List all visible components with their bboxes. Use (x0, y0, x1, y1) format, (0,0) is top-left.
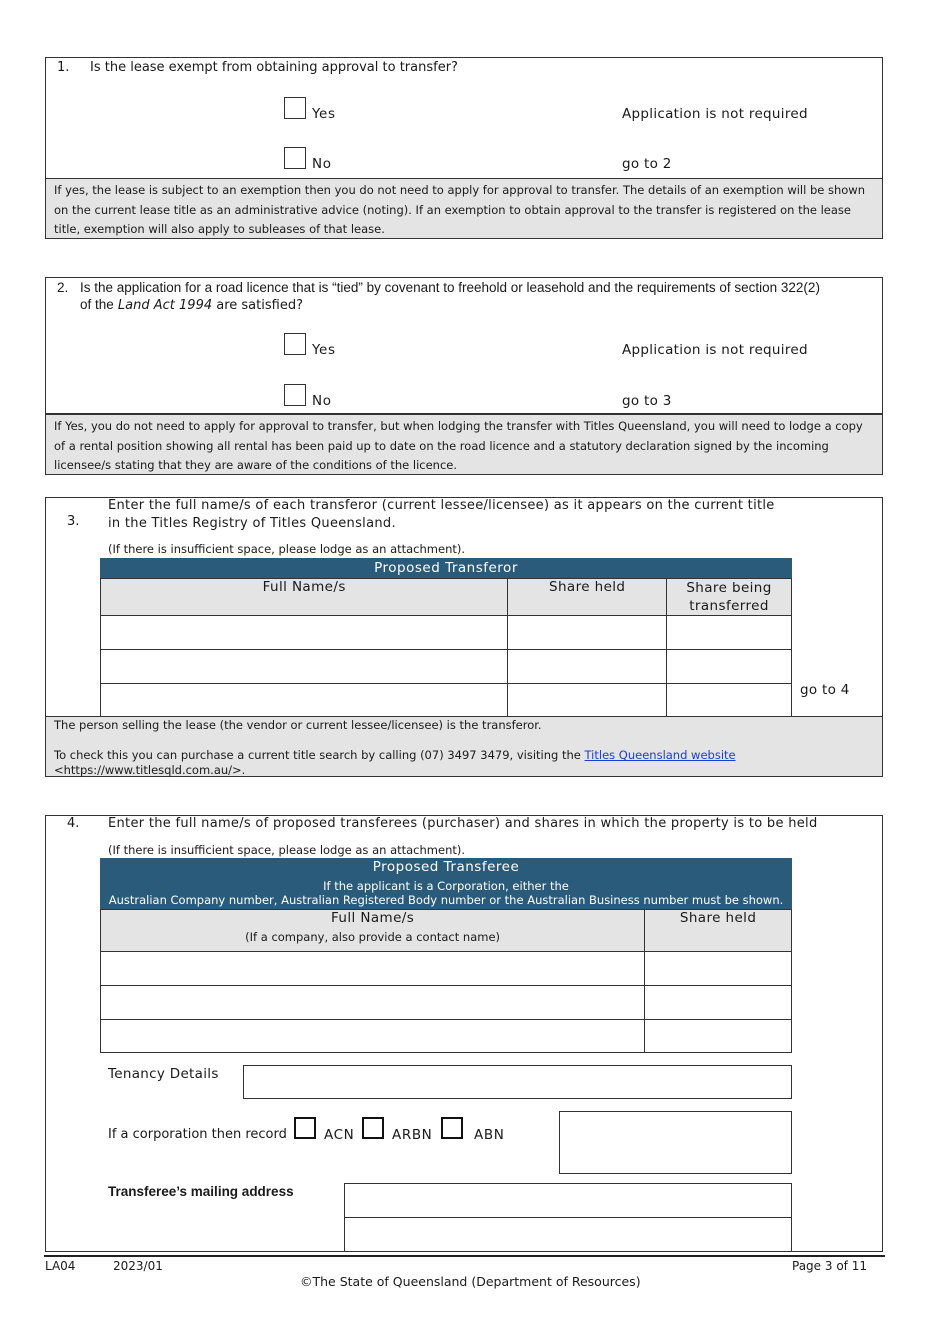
q4-col-name-hint: (If a company, also provide a contact name) (245, 930, 501, 944)
q3-note-prefix: To check this you can purchase a current title search by calling (07) 3497 3479, visiting the (54, 748, 581, 762)
table-row (101, 650, 792, 684)
q3-note (45, 716, 883, 777)
q3-col-transfer: Share being transferred (667, 579, 792, 616)
q1-number: 1. (57, 60, 70, 75)
q4-table-header (100, 858, 792, 909)
q1-no-action: go to 2 (622, 156, 672, 172)
q4-number: 4. (67, 816, 80, 831)
q2-no-label: No (312, 393, 332, 409)
q2-yes-action: Application is not required (622, 342, 808, 358)
q2-yes-label: Yes (312, 342, 336, 358)
q2-no-action: go to 3 (622, 393, 672, 409)
tenancy-label: Tenancy Details (108, 1066, 219, 1082)
q2-question-line2 (80, 297, 303, 313)
transferee-share-cell[interactable] (645, 952, 792, 986)
q4-instruction: Enter the full name/s of proposed transferees (purchaser) and shares in which the property is to be held (108, 816, 818, 831)
transferor-share-cell[interactable] (508, 650, 667, 684)
q3-note-url: <https://www.titlesqld.com.au/>. (54, 763, 246, 777)
tenancy-input[interactable] (243, 1065, 792, 1099)
q4-table-sub2: Australian Company number, Australian Registered Body number or the Australian Business number must be shown. (108, 893, 784, 907)
copyright: ©The State of Queensland (Department of Resources) (300, 1274, 641, 1289)
q4-table-title: Proposed Transferee (372, 859, 520, 875)
transferor-name-cell[interactable] (101, 684, 508, 717)
arbn-checkbox[interactable] (362, 1117, 384, 1139)
abn-checkbox[interactable] (441, 1117, 463, 1139)
q3-table-title: Proposed Transferor (100, 558, 792, 578)
table-row (101, 952, 792, 986)
table-row (101, 986, 792, 1020)
form-code: LA04 (45, 1259, 76, 1273)
mailing-address-label: Transferee’s mailing address (108, 1184, 294, 1199)
q3-col-share: Share held (508, 579, 667, 616)
q2-note: If Yes, you do not need to apply for approval to transfer, but when lodging the transfer with Titles Queensland, you will need to lodge a copy of a rental position showing all rental has been paid up to date on the road licence and a statutory declaration signed by the incoming licensee/s stating that they are aware of the conditions of the licence. (45, 414, 883, 475)
transferor-transfer-cell[interactable] (667, 684, 792, 717)
q3-action: go to 4 (800, 682, 850, 698)
transferee-name-cell[interactable] (101, 952, 645, 986)
acn-label: ACN (324, 1127, 355, 1143)
footer-rule (44, 1255, 885, 1257)
table-row (101, 616, 792, 650)
transferor-share-cell[interactable] (508, 684, 667, 717)
titles-queensland-link[interactable]: Titles Queensland website (584, 748, 736, 762)
q1-yes-action: Application is not required (622, 106, 808, 122)
q1-no-checkbox[interactable] (284, 147, 306, 169)
q2-question-line1: Is the application for a road licence that is “tied” by covenant to freehold or leasehold and the requirements of section 322(2) (80, 280, 820, 295)
q3-note-line1: The person selling the lease (the vendor or current lessee/licensee) is the transferor. (54, 718, 542, 732)
arbn-label: ARBN (392, 1127, 433, 1143)
page-number: Page 3 of 11 (792, 1259, 867, 1273)
table-row (101, 684, 792, 717)
table-row (101, 1020, 792, 1053)
q4-transferee-table (100, 909, 792, 1053)
q3-instruction: Enter the full name/s of each transferor (current lessee/licensee) as it appears on the current title in the Titles Registry of Titles Queensland. (108, 498, 775, 531)
q1-question: Is the lease exempt from obtaining approval to transfer? (90, 60, 458, 75)
q4-col-name (101, 910, 645, 952)
corporation-number-input[interactable] (559, 1111, 792, 1174)
q2-number: 2. (57, 280, 69, 295)
mailing-address-line2[interactable] (344, 1217, 792, 1252)
transferor-name-cell[interactable] (101, 650, 508, 684)
q4-col-name-label: Full Name/s (330, 910, 415, 926)
q4-col-share: Share held (645, 910, 792, 952)
transferee-name-cell[interactable] (101, 1020, 645, 1053)
corporation-label: If a corporation then record (108, 1127, 287, 1142)
q2-question-part3: are satisfied? (216, 298, 303, 313)
q1-note: If yes, the lease is subject to an exemption then you do not need to apply for approval to transfer. The details of an exemption will be shown on the current lease title as an administrative advice (noting). If an exemption to obtain approval to the transfer is registered on the lease title, exemption will also apply to subleases of that lease. (45, 178, 883, 239)
q3-note-line2 (54, 748, 874, 763)
transferor-name-cell[interactable] (101, 616, 508, 650)
form-version: 2023/01 (113, 1259, 163, 1273)
transferor-transfer-cell[interactable] (667, 616, 792, 650)
q3-col-name: Full Name/s (101, 579, 508, 616)
transferor-transfer-cell[interactable] (667, 650, 792, 684)
q3-hint: (If there is insufficient space, please lodge as an attachment). (108, 542, 466, 556)
mailing-address-line1[interactable] (344, 1183, 792, 1218)
transferee-name-cell[interactable] (101, 986, 645, 1020)
q4-table-sub1: If the applicant is a Corporation, either the (323, 879, 569, 893)
q3-transferor-table (100, 578, 792, 717)
q2-no-checkbox[interactable] (284, 384, 306, 406)
q1-yes-label: Yes (312, 106, 336, 122)
transferee-share-cell[interactable] (645, 1020, 792, 1053)
q2-question-act: Land Act 1994 (117, 298, 213, 313)
acn-checkbox[interactable] (294, 1117, 316, 1139)
q4-hint: (If there is insufficient space, please lodge as an attachment). (108, 843, 466, 857)
q2-question-part2: of the (80, 297, 114, 312)
q2-yes-checkbox[interactable] (284, 333, 306, 355)
abn-label: ABN (474, 1127, 505, 1143)
q3-number: 3. (67, 514, 80, 529)
transferee-share-cell[interactable] (645, 986, 792, 1020)
q1-yes-checkbox[interactable] (284, 97, 306, 119)
transferor-share-cell[interactable] (508, 616, 667, 650)
q1-no-label: No (312, 156, 332, 172)
